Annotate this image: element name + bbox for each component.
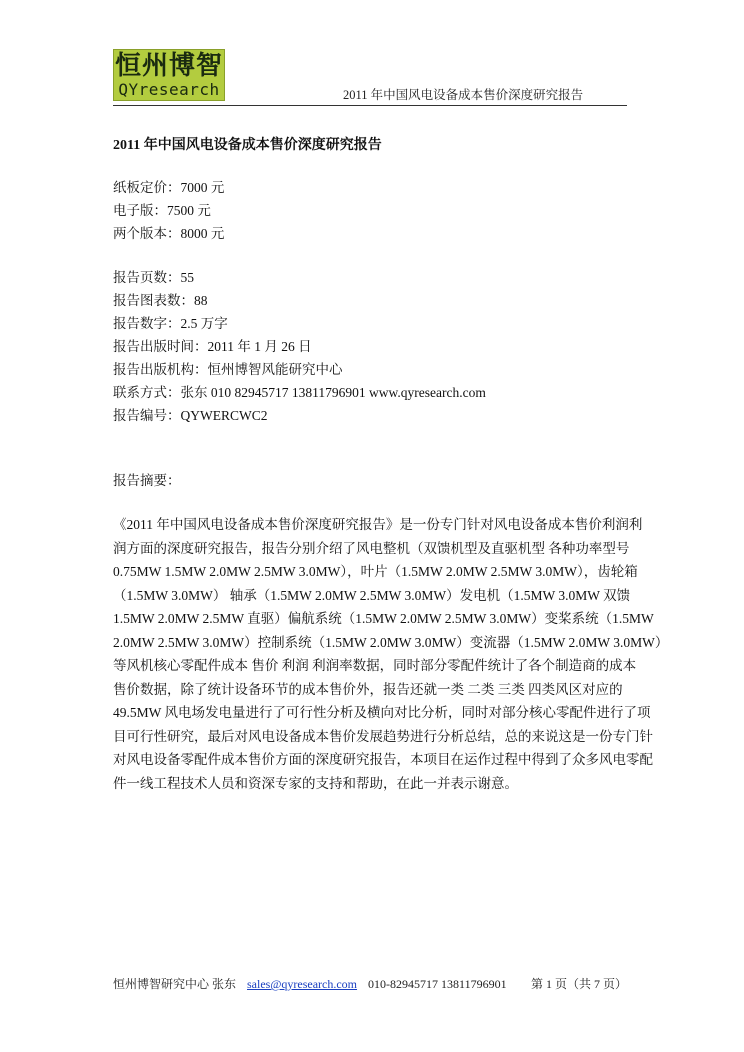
summary-line: 润方面的深度研究报告，报告分别介绍了风电整机（双馈机型及直驱机型 各种功率型号 <box>113 540 630 556</box>
summary-line: 件一线工程技术人员和资深专家的支持和帮助，在此一并表示谢意。 <box>113 775 518 791</box>
company-logo <box>113 49 225 101</box>
header-divider <box>113 105 627 106</box>
info-charts: 报告图表数：88 <box>113 293 208 308</box>
header-title: 2011 年中国风电设备成本售价深度研究报告 <box>343 88 584 102</box>
price-electronic: 电子版：7500 元 <box>113 203 211 218</box>
logo-chinese-text: 恒州博智 <box>114 51 223 81</box>
summary-line: 49.5MW 风电场发电量进行了可行性分析及横向对比分析，同时对部分核心零配件进行了项 <box>113 705 651 720</box>
summary-label: 报告摘要： <box>113 473 181 488</box>
summary-paragraph <box>113 513 669 795</box>
summary-line: 售价数据，除了统计设备环节的成本售价外，报告还就一类 二类 三类 四类风区对应的 <box>113 681 623 697</box>
footer-email-link[interactable]: sales@qyresearch.com <box>247 977 358 991</box>
document-title: 2011 年中国风电设备成本售价深度研究报告 <box>113 138 382 153</box>
price-both: 两个版本：8000 元 <box>113 226 225 241</box>
footer-contact <box>113 975 507 992</box>
info-code: 报告编号：QYWERCWC2 <box>113 408 268 423</box>
summary-line: 《2011 年中国风电设备成本售价深度研究报告》是一份专门针对风电设备成本售价利润利 <box>113 517 643 532</box>
info-org: 报告出版机构：恒州博智风能研究中心 <box>113 362 343 377</box>
price-paper: 纸板定价：7000 元 <box>113 180 225 195</box>
summary-line: 1.5MW 2.0MW 2.5MW 直驱）偏航系统（1.5MW 2.0MW 2.5MW 3.0MW）变桨系统（1.5MW <box>113 611 654 626</box>
summary-line: 2.0MW 2.5MW 3.0MW）控制系统（1.5MW 2.0MW 3.0MW）变流器（1.5MW 2.0MW 3.0MW） <box>113 634 669 650</box>
footer-phones: 010-82945717 13811796901 <box>368 977 507 991</box>
summary-line: （1.5MW 3.0MW） 轴承（1.5MW 2.0MW 2.5MW 3.0MW）发电机（1.5MW 3.0MW 双馈 <box>113 587 631 603</box>
info-date: 报告出版时间：2011 年 1 月 26 日 <box>113 339 312 354</box>
info-contact: 联系方式：张东 010 82945717 13811796901 www.qyresearch.com <box>113 385 486 400</box>
info-pages: 报告页数：55 <box>113 270 194 285</box>
footer-org: 恒州博智研究中心 张东 <box>113 977 237 991</box>
summary-line: 0.75MW 1.5MW 2.0MW 2.5MW 3.0MW），叶片（1.5MW 2.0MW 2.5MW 3.0MW），齿轮箱 <box>113 564 638 579</box>
summary-line: 目可行性研究，最后对风电设备成本售价发展趋势进行分析总结，总的来说这是一份专门针 <box>113 728 653 744</box>
info-words: 报告数字：2.5 万字 <box>113 316 228 331</box>
summary-line: 对风电设备零配件成本售价方面的深度研究报告，本项目在运作过程中得到了众多风电零配 <box>113 752 653 767</box>
logo-english-text: QYresearch <box>118 80 220 99</box>
footer-page-number: 第 1 页（共 7 页） <box>530 977 627 991</box>
summary-line: 等风机核心零配件成本 售价 利润 利润率数据，同时部分零配件统计了各个制造商的成本 <box>113 658 637 673</box>
